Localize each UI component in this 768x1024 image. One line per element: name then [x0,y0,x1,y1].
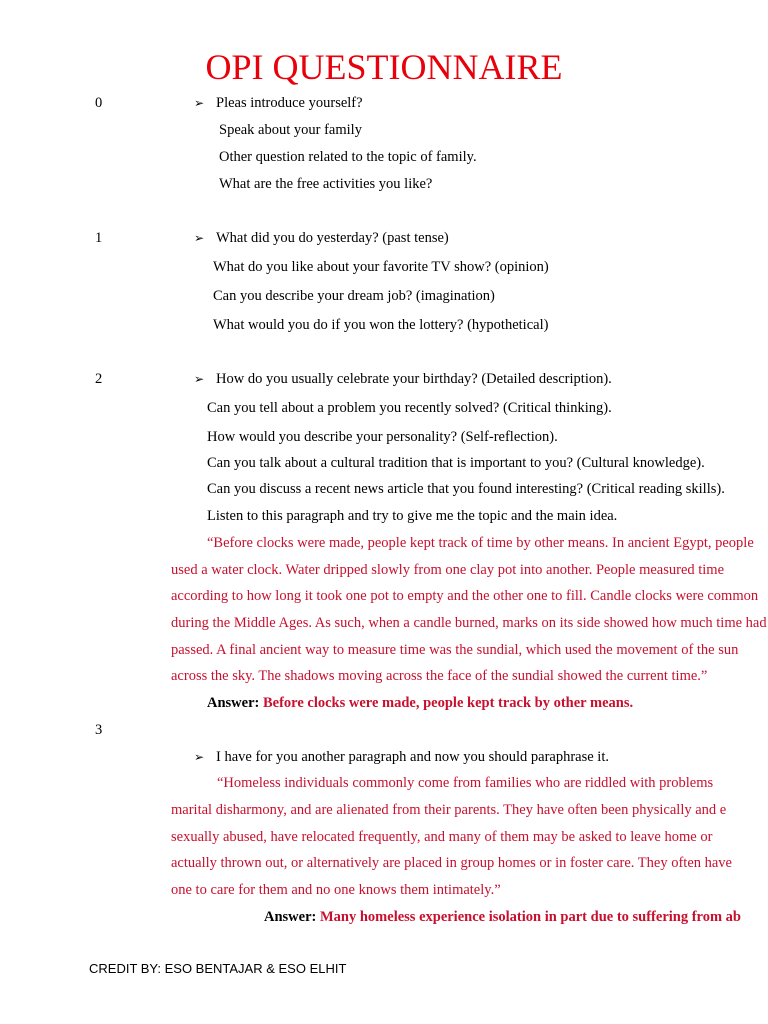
answer [264,908,741,926]
answer [207,694,633,712]
section-number-2: 2 [95,371,103,387]
paragraph-line: passed. A final ancient way to measure time was the sundial, which used the movement of the sun [171,642,739,658]
question-line: Other question related to the topic of family. [219,149,477,165]
section-number-1: 1 [95,230,103,246]
paragraph-line: actually thrown out, or alternatively are placed in group homes or in foster care. They often have [171,855,732,871]
bullet-icon: ➢ [194,96,205,110]
answer-text: Many homeless experience isolation in part due to suffering from ab [319,909,741,925]
answer-label: Answer: [264,909,317,925]
paragraph-line: sexually abused, have relocated frequently, and many of them may be asked to leave home or [171,829,713,845]
question-line: What would you do if you won the lottery? (hypothetical) [213,317,549,333]
question-line: Pleas introduce yourself? [216,95,363,111]
question-line: What do you like about your favorite TV show? (opinion) [213,259,549,275]
paragraph-line: across the sky. The shadows moving across the face of the sundial showed the current time.” [171,668,708,684]
page-title: OPI QUESTIONNAIRE [205,47,563,87]
paragraph-line: “Homeless individuals commonly come from families who are riddled with problems [217,775,714,791]
question-line: Can you describe your dream job? (imagination) [213,288,495,304]
paragraph-line: one to care for them and no one knows them intimately.” [171,882,501,898]
question-line: How would you describe your personality? (Self-reflection). [207,429,558,445]
paragraph-line: used a water clock. Water dripped slowly from one clay pot into another. People measured time [171,562,725,578]
bullet-icon: ➢ [194,372,205,386]
paragraph-line: during the Middle Ages. As such, when a candle burned, marks on its side showed how much time had [171,615,767,631]
answer-text: Before clocks were made, people kept track by other means. [262,695,634,711]
question-line: Can you discuss a recent news article that you found interesting? (Critical reading skills). [207,481,725,497]
question-line: Listen to this paragraph and try to give me the topic and the main idea. [207,508,618,524]
question-line: Speak about your family [219,122,362,138]
question-line: Can you tell about a problem you recently solved? (Critical thinking). [207,400,612,416]
bullet-icon: ➢ [194,750,205,764]
question-line: What are the free activities you like? [219,176,433,192]
bullet-icon: ➢ [194,231,205,245]
paragraph-line: “Before clocks were made, people kept track of time by other means. In ancient Egypt, people [207,535,754,551]
question-line: I have for you another paragraph and now you should paraphrase it. [216,749,609,765]
section-number-0: 0 [95,95,103,111]
question-line: How do you usually celebrate your birthday? (Detailed description). [216,371,612,387]
question-line: Can you talk about a cultural tradition that is important to you? (Cultural knowledge). [207,455,705,471]
paragraph-line: marital disharmony, and are alienated from their parents. They have often been physically and e [171,802,727,818]
paragraph-line: according to how long it took one pot to empty and the other one to fill. Candle clocks were common [171,588,759,604]
question-line: What did you do yesterday? (past tense) [216,230,449,246]
footer-credit: CREDIT BY: ESO BENTAJAR & ESO ELHIT [89,961,347,976]
answer-label: Answer: [207,695,260,711]
section-number-3: 3 [95,722,103,738]
